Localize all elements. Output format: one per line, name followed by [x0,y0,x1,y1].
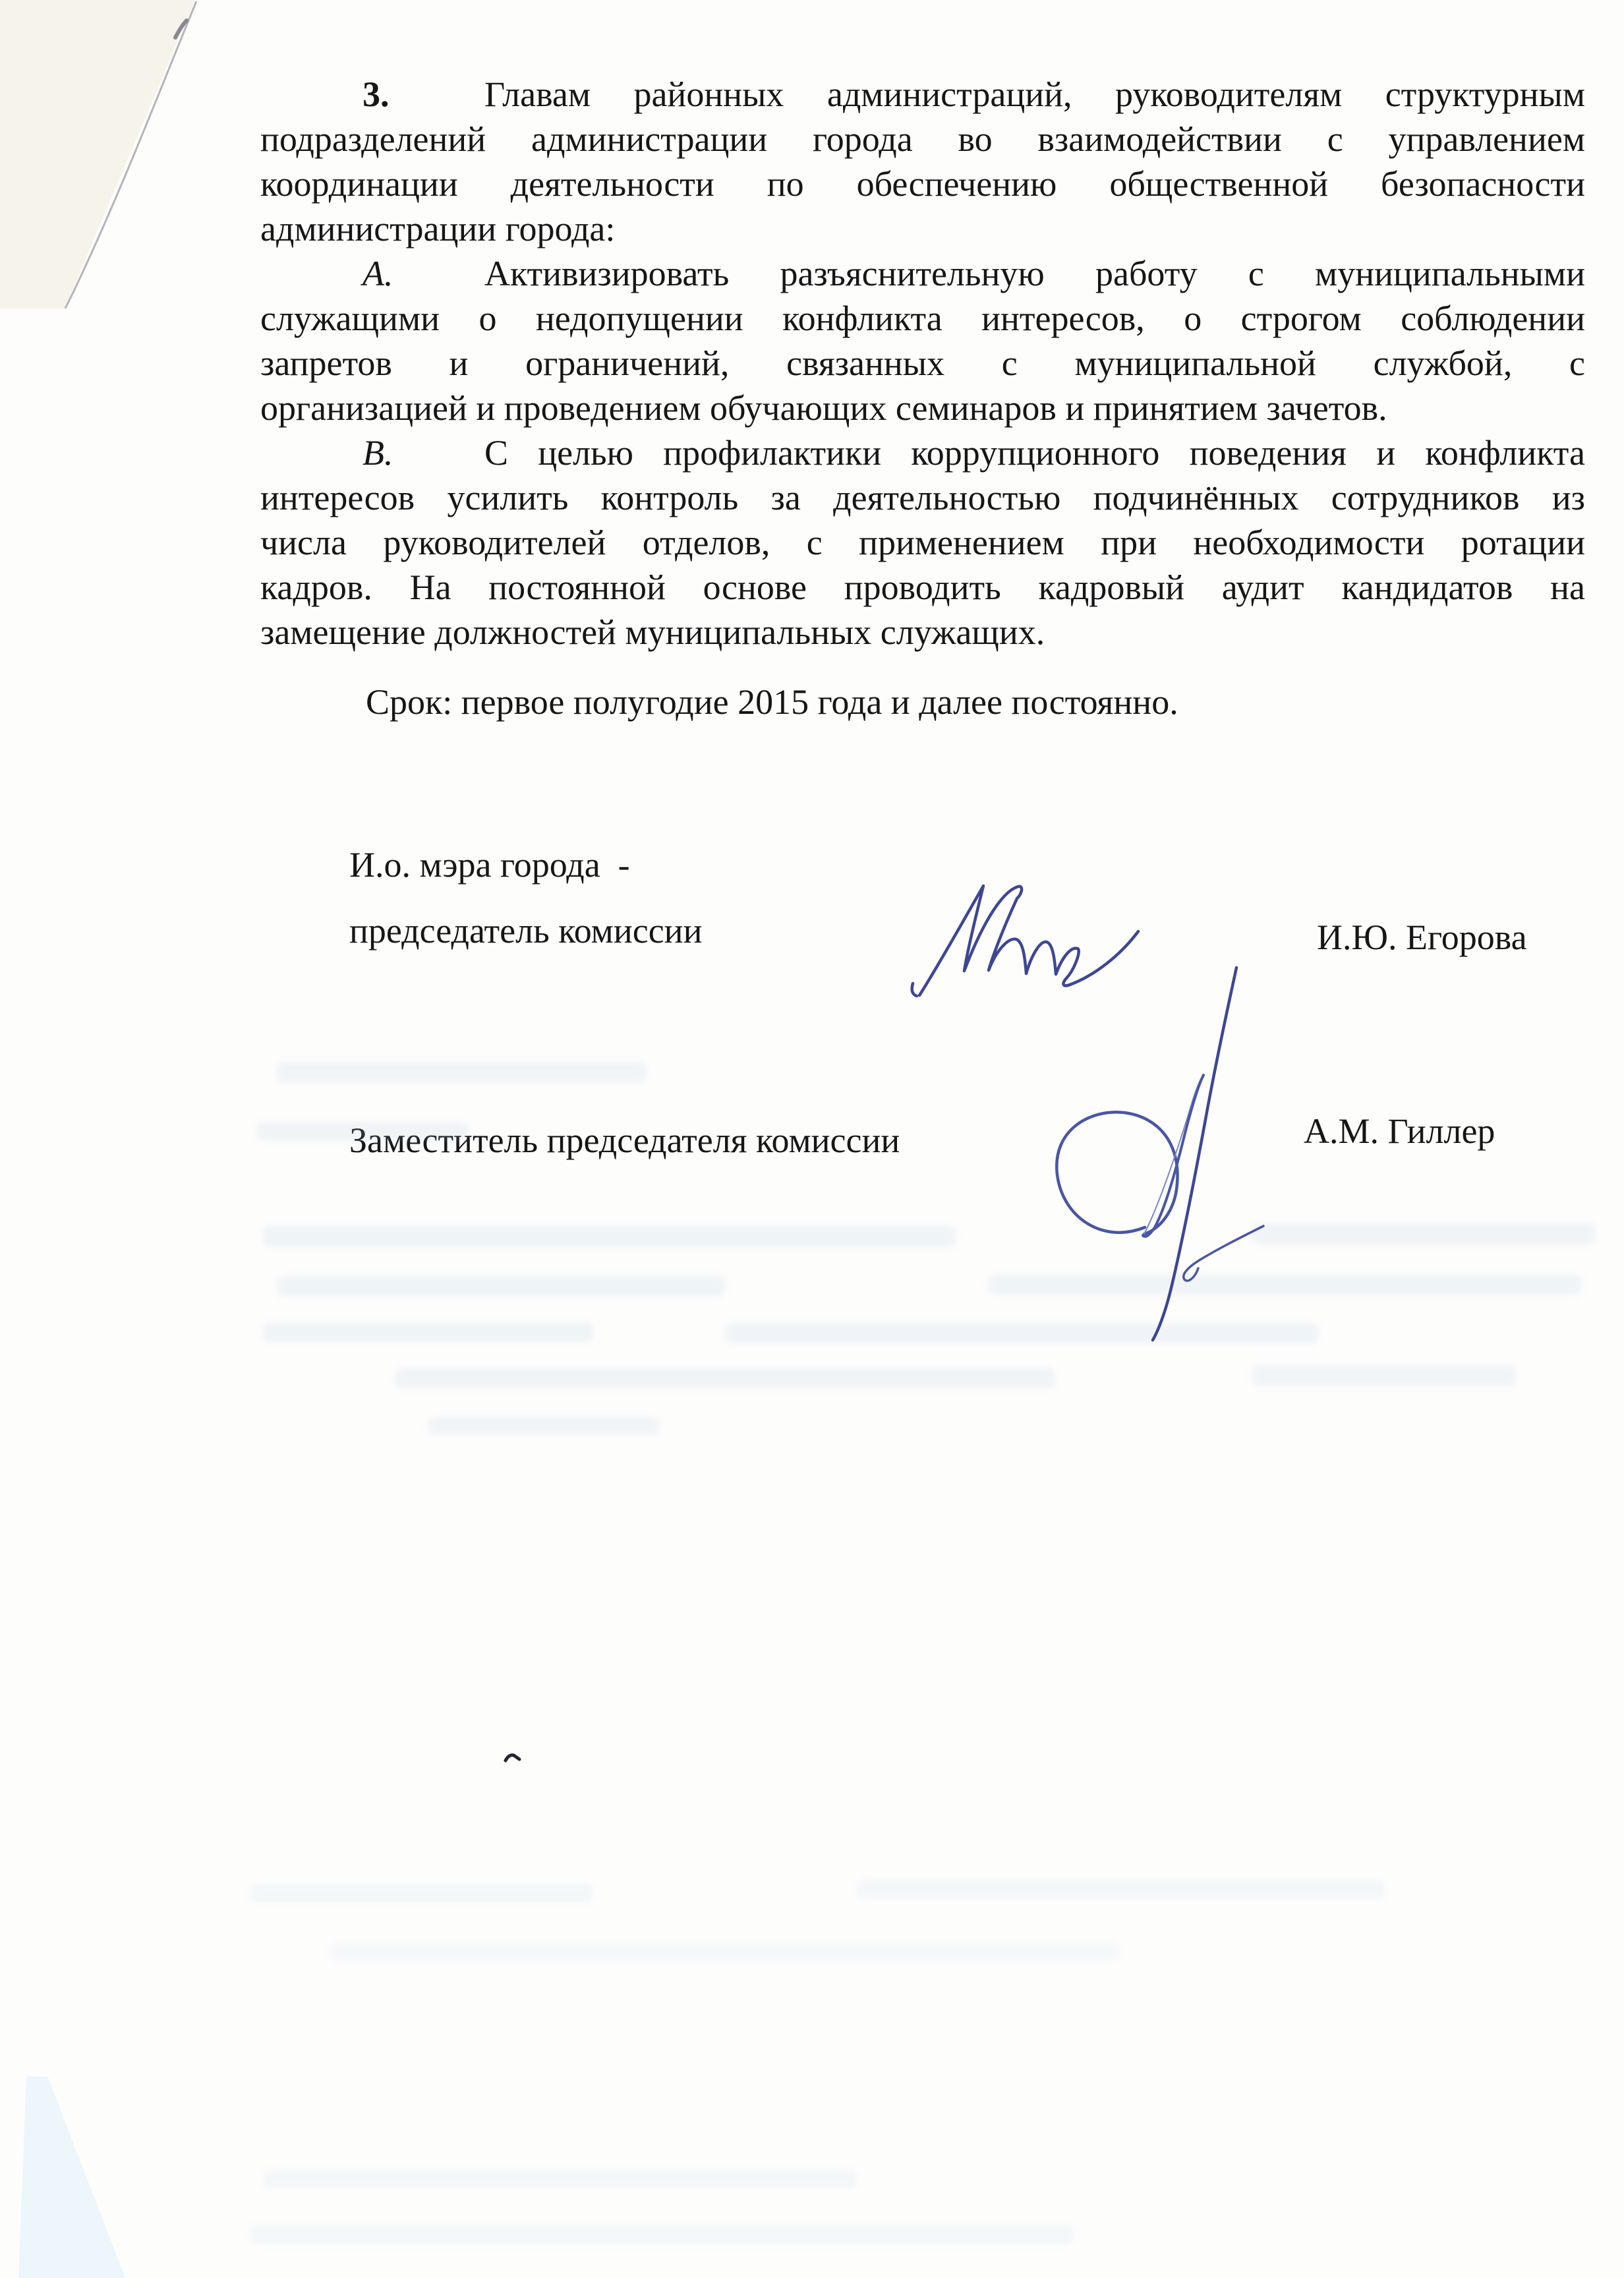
text-line: организацией и проведением обучающих семинаров и принятием зачетов. [260,388,1387,428]
scan-line-artifact-dark [175,20,187,38]
bleed-through-ghost [725,1324,1318,1343]
signatory-name-giller: А.М. Гиллер [1304,1111,1495,1151]
ink-speck [506,1755,519,1761]
text-line: кадров. На постоянной основе проводить кадровый аудит кандидатов на [260,568,1585,607]
paragraph-number: В. [362,433,393,473]
text-line: числа руководителей отделов, с применением при необходимости ротации [260,523,1585,562]
bleed-through-ghost [428,1417,659,1434]
signature-title-line: И.о. мэра города - [349,845,630,885]
signature-giller-ink-flourish [1184,1226,1263,1281]
text-line: интересов усилить контроль за деятельностью подчинённых сотрудников из [260,478,1585,517]
signature-title-line: Заместитель председателя комиссии [349,1121,900,1160]
text-line: А. Активизировать разъяснительную работу с муниципальными [260,251,1585,296]
signature-egorova-ink [912,886,1138,996]
text-line: администрации города: [260,209,616,248]
text-line: координации деятельности по обеспечению общественной безопасности [260,164,1585,204]
paragraph-number: А. [362,254,393,293]
bleed-through-ghost [277,1063,646,1082]
text-line: подразделений администрации города во взаимодействии с управлением [260,119,1585,159]
bleed-through-ghost [264,2170,857,2188]
bleed-through-ghost [1252,1223,1595,1244]
scan-line-artifact [65,1,196,308]
bleed-through-ghost [264,1226,956,1247]
bleed-through-ghost [857,1880,1384,1898]
signature-giller-ink-diagonal [1153,968,1236,1340]
signature-giller-ink-hairline [1142,1075,1204,1237]
signature-giller-ink-downstroke [1143,1075,1204,1237]
bleed-through-ghost [330,1943,1120,1960]
bleed-through-ghost [264,1322,593,1342]
signatory-name-egorova: И.Ю. Егорова [1317,918,1527,957]
text-line: замещение должностей муниципальных служащих. [260,612,1045,652]
bleed-through-ghost [277,1276,725,1296]
signature-block-1-title [349,832,702,964]
signature-block-2-title [349,1107,900,1173]
bleed-through-ghost [395,1368,1055,1388]
bleed-through-ghost [250,2225,1074,2244]
deadline-line: Срок: первое полугодие 2015 года и далее постоянно. [366,682,1178,722]
body-text [260,72,1585,724]
bleed-through-ghost [250,1884,593,1902]
signature-title-line: председатель комиссии [349,911,703,950]
scan-corner-shading [0,0,195,308]
scan-edge-shading [18,2076,125,2278]
text-line: служащими о недопущении конфликта интересов, о строгом соблюдении [260,299,1585,338]
signature-giller-ink-loop [1057,1112,1177,1234]
text-line: 3. Главам районных администраций, руководителям структурным [260,72,1585,117]
text-line: запретов и ограничений, связанных с муниципальной службой, с [260,343,1585,383]
bleed-through-ghost [1252,1366,1516,1386]
text-line: В. С целью профилактики коррупционного поведения и конфликта [260,430,1585,475]
body-paragraphs [260,72,1585,655]
paragraph-number: 3. [362,74,390,114]
bleed-through-ghost [989,1275,1582,1295]
